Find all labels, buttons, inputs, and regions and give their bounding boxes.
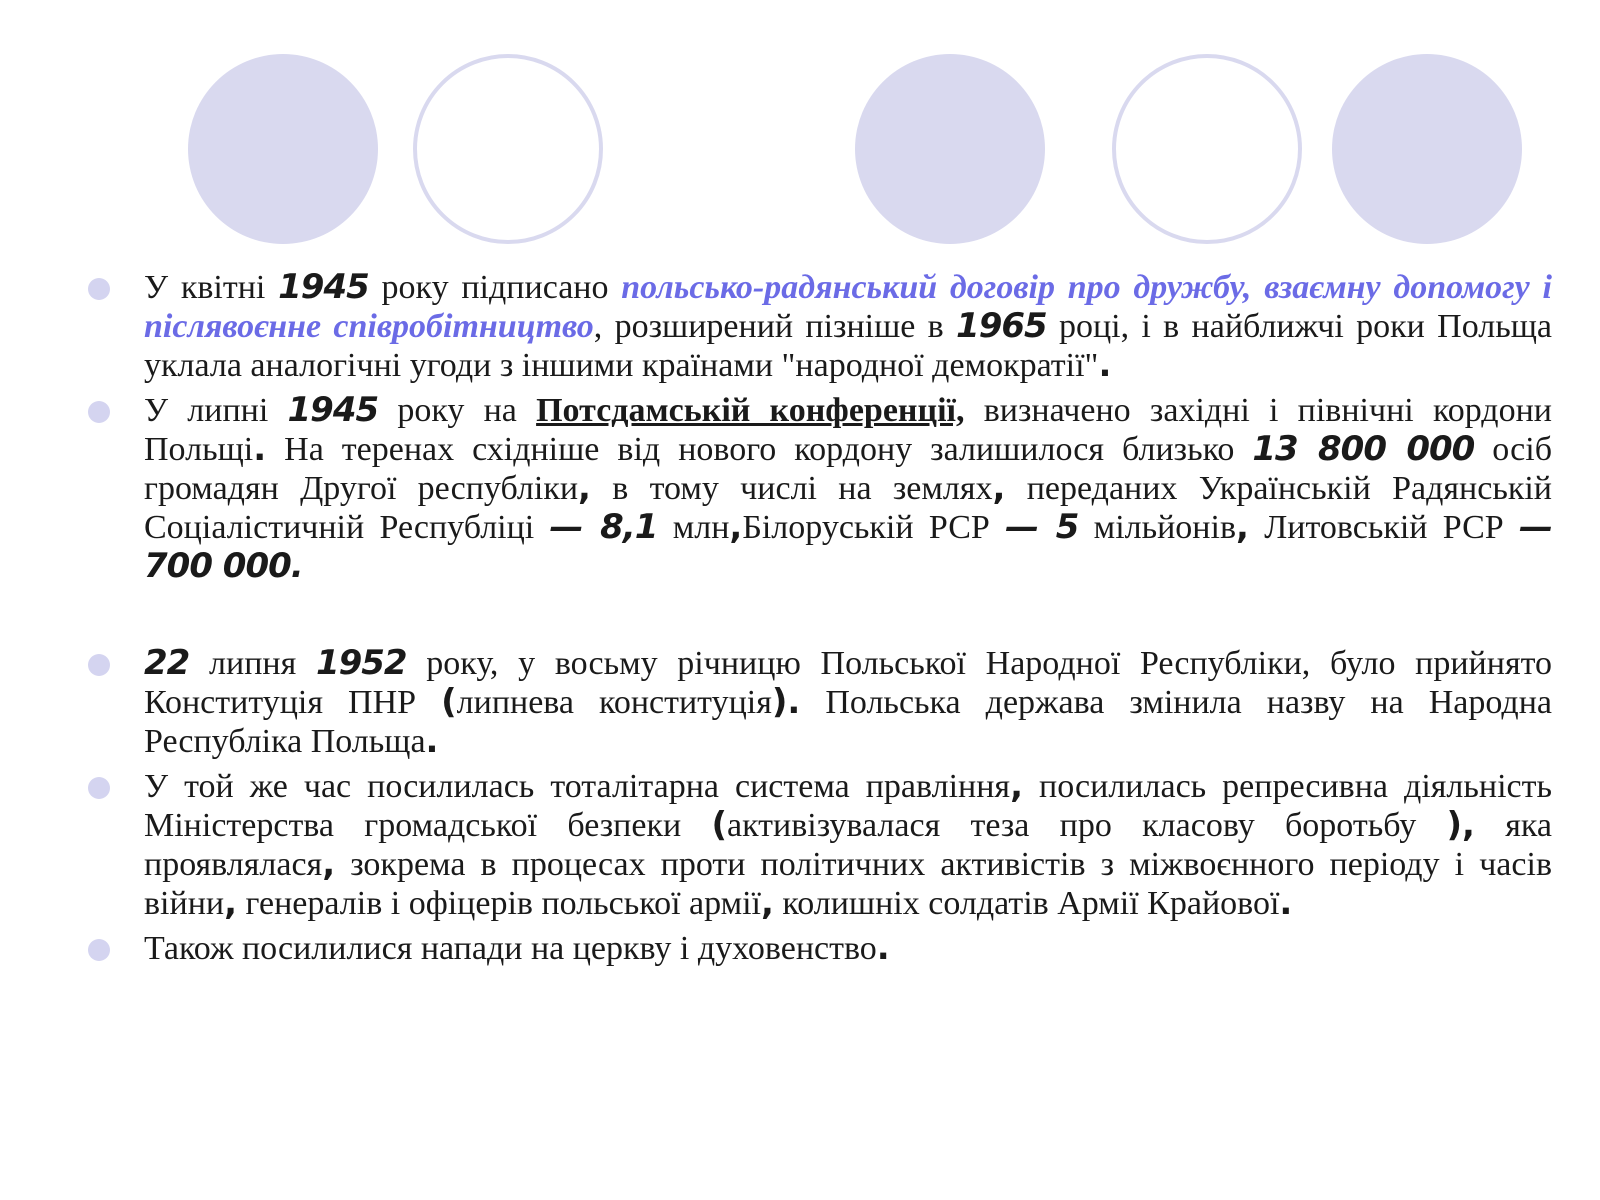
bullet-dot-icon [88,401,110,423]
bullet-church-attacks: Також посилилися напади на церкву і духовенство. [82,929,1552,968]
slide-body [82,268,1552,968]
bullet-dot-icon [88,278,110,300]
circle-filled-3 [1332,54,1522,244]
year-1945: 1945 [287,390,379,430]
bullet-totalitarian-system: У той же час посилилась тоталітарна система правління, посилилась репресивна діяльність Міністерства громадської безпеки (активізувалася теза про класову боротьбу ), яка проявлялася, зокрема в процесах проти політичних активістів з міжвоєнного періоду і часів війни, генералів і офіцерів польської армії, колишніх солдатів Армії Крайової. [82,767,1552,923]
bullet-potsdam-1945: У липні 1945 року на Потсдамській конференції, визначено західні і північні кордони Польщі. На теренах східніше від нового кордону залишилося близько 13 800 000 осіб громадян Другої республіки, в тому числі на землях, переданих Українській Радянській Соціалістичній Республіці — 8,1 млн,Білоруській РСР — 5 мільйонів, Литовській РСР — 700 000. [82,391,1552,586]
decorative-circles [0,52,1600,252]
circle-filled-2 [855,54,1045,244]
circle-filled-1 [188,54,378,244]
bullet-dot-icon [88,654,110,676]
year-1965: 1965 [956,306,1047,346]
bullet-dot-icon [88,939,110,961]
potsdam-conference-link[interactable]: Потсдамській конференції, [536,392,965,429]
circle-ring-2 [1112,54,1302,244]
circle-ring-1 [413,54,603,244]
bullet-dot-icon [88,777,110,799]
bullet-constitution-1952: 22 липня 1952 року, у восьму річницю Польської Народної Республіки, було прийнято Конституція ПНР (липнева конституція). Польська держава змінила назву на Народна Республіка Польща. [82,644,1552,761]
bullet-treaty-1945: У квітні 1945 року підписано польсько-радянський договір про дружбу, взаємну допомогу і післявоєнне співробітництво, розширений пізніше в 1965 році, і в найближчі роки Польща уклала аналогічні угоди з іншими країнами "народної демократії". [82,268,1552,385]
belarus-value: — 5 [1005,507,1079,547]
ussr-ukraine-value: — 8,1 [549,507,658,547]
population-count: 13 800 000 [1252,429,1475,469]
lithuania-value: — 700 000. [144,507,1552,586]
treaty-name: польсько-радянський договір про дружбу, взаємну допомогу і післявоєнне співробітництво [144,269,1552,345]
spacer [82,586,1552,644]
year-1945: 1945 [278,267,369,307]
year-1952: 1952 [315,643,407,683]
day-22: 22 [144,643,190,683]
